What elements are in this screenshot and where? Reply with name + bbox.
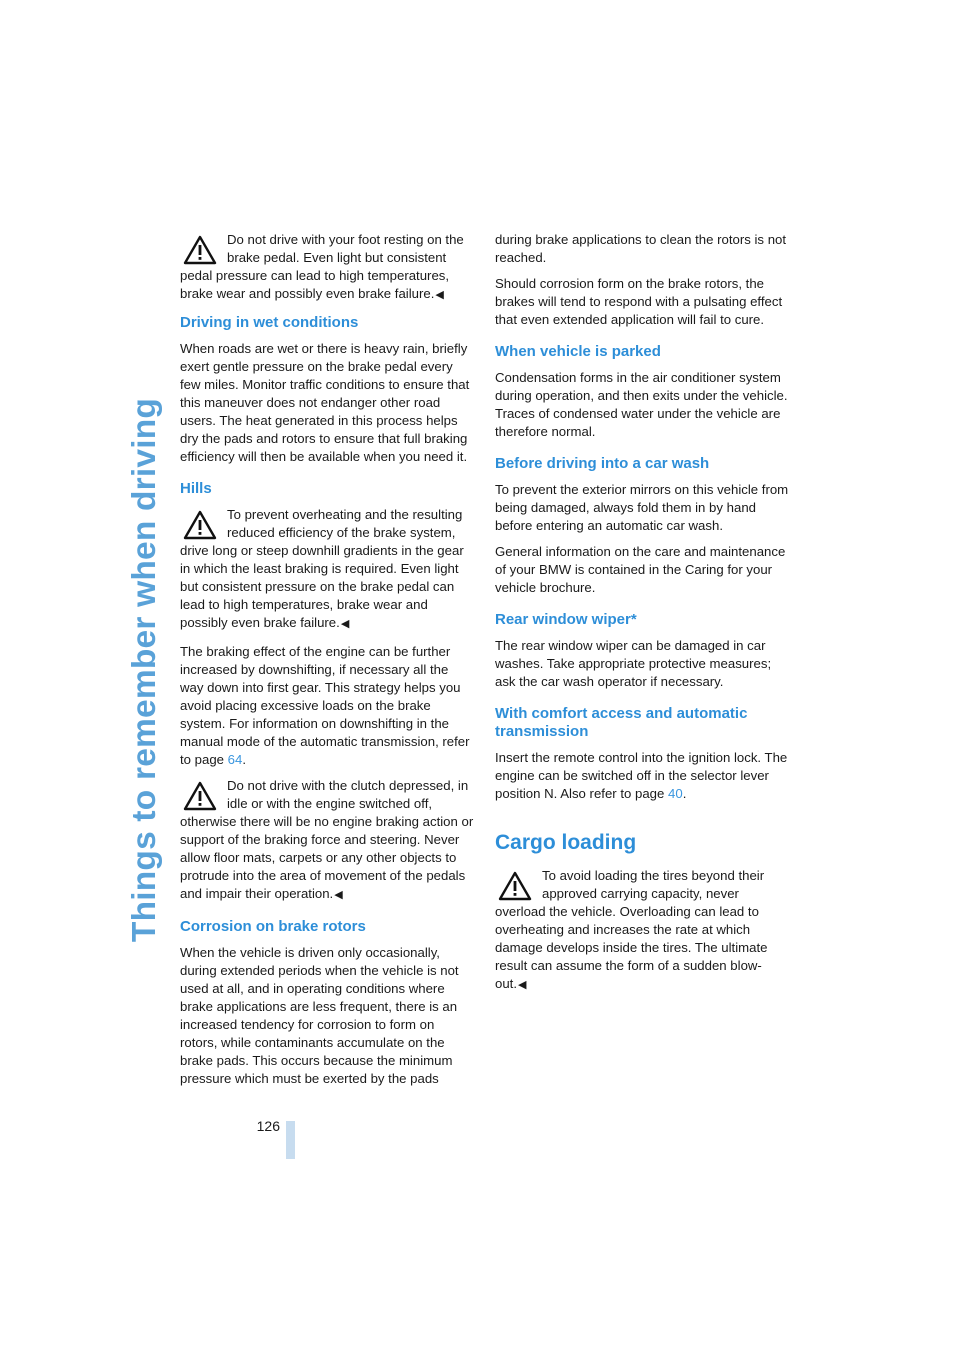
end-mark: ◀: [340, 618, 350, 630]
heading-hills: Hills: [180, 480, 212, 497]
end-mark: ◀: [334, 889, 343, 901]
left-column: [180, 231, 474, 1096]
heading-cargo-loading: Cargo loading: [495, 831, 637, 854]
heading-corrosion: Corrosion on brake rotors: [180, 918, 366, 935]
comfort-access-paragraph: Insert the remote control into the ignition lock. The engine can be switched off in the selector lever position N. Also refer to page 40.: [495, 750, 788, 801]
warning-triangle-icon: [498, 871, 532, 901]
warning-clutch: [180, 777, 474, 904]
warning-triangle-icon: [183, 781, 217, 811]
page-number-bar: [286, 1121, 295, 1159]
side-chapter-title-text: Things to remember when driving: [126, 397, 164, 943]
right-column: [495, 231, 789, 1004]
heading-wet-conditions: Driving in wet conditions: [180, 314, 359, 331]
rear-wiper-text: The rear window wiper can be damaged in car washes. Take appropriate protective measures; ask the car wash operator if necessary.: [495, 638, 772, 689]
heading-vehicle-parked: When vehicle is parked: [495, 343, 661, 360]
warning-triangle-icon: [183, 510, 217, 540]
car-wash-care-text: General information on the care and maintenance of your BMW is contained in the Caring for your vehicle brochure.: [495, 544, 786, 595]
heading-car-wash: Before driving into a car wash: [495, 455, 710, 472]
wet-conditions-text: When roads are wet or there is heavy rain, briefly exert gentle pressure on the brake pedal every few miles. Monitor traffic conditions to ensure that this maneuver does not endanger other road users. The heat generated in this process helps dry the pads and rotors to ensure that full braking efficiency will then be available when you need it.: [180, 341, 470, 464]
corrosion-pulsating-text: Should corrosion form on the brake rotors, the brakes will tend to respond with a pulsating effect that even extended application will fail to cure.: [495, 276, 783, 327]
warning-triangle-icon: [183, 235, 217, 265]
warning-clutch-text: Do not drive with the clutch depressed, in idle or with the engine switched off, otherwise there will be no engine braking action or support of the braking force and steering. Never allow floor mats, carpets or any other objects to protrude into the area of movement of the pedals and impair their operation.: [180, 778, 474, 901]
comfort-access-text: Insert the remote control into the ignition lock. The engine can be switched off in the selector lever position N. Also refer to page: [495, 750, 788, 801]
end-mark: ◀: [518, 979, 527, 991]
warning-cargo: [495, 867, 789, 994]
vehicle-parked-text: Condensation forms in the air conditioner system during operation, and then exits under the vehicle. Traces of condensed water under the vehicle are therefore normal.: [495, 370, 788, 439]
page-link-64[interactable]: 64: [227, 752, 243, 767]
end-mark: ◀: [435, 289, 444, 301]
car-wash-text: To prevent the exterior mirrors on this vehicle from being damaged, always fold them in by hand before entering an automatic car wash.: [495, 482, 789, 533]
page-number: 126: [256, 1118, 280, 1134]
warning-cargo-text: To avoid loading the tires beyond their approved carrying capacity, never overload the vehicle. Overloading can lead to overheating and increases the rate at which damage develops inside the tires. The ultimate result can assume the form of a sudden blow-out.: [495, 868, 768, 991]
heading-comfort-access: With comfort access and automatic transmission: [495, 705, 748, 740]
corrosion-text: When the vehicle is driven only occasionally, during extended periods when the vehicle is not used at all, and in operating conditions where brake applications are less frequent, there is an increased tendency for corrosion to form on rotors, while contaminants accumulate on the brake pads. This occurs because the minimum pressure which must be exerted by the pads: [180, 945, 459, 1086]
engine-braking-text: The braking effect of the engine can be further increased by downshifting, if necessary all the way down into first gear. This strategy helps you avoid placing excessive loads on the brake system. For information on downshifting in the manual mode of the automatic transmission, refer to page: [180, 644, 470, 767]
heading-rear-wiper: Rear window wiper*: [495, 611, 637, 628]
page-link-40[interactable]: 40: [668, 786, 683, 801]
warning-foot-on-brake: [180, 231, 474, 304]
warning-foot-on-brake-text: Do not drive with your foot resting on the brake pedal. Even light but consistent pedal pressure can lead to high temperatures, brake wear and possibly even brake failure.: [180, 232, 464, 301]
corrosion-continued-text: during brake applications to clean the rotors is not reached.: [495, 232, 787, 265]
side-chapter-title: [117, 230, 173, 1110]
warning-hills: [180, 506, 474, 633]
warning-hills-text: To prevent overheating and the resulting reduced efficiency of the brake system, drive long or steep downhill gradients in the gear in which the least braking is required. Even light but consistent pressure on the brake pedal can lead to high temperatures, brake wear and possibly even brake failure.: [180, 507, 464, 630]
engine-braking-paragraph: The braking effect of the engine can be further increased by downshifting, if necessary all the way down into first gear. This strategy helps you avoid placing excessive loads on the brake system. For information on downshifting in the manual mode of the automatic transmission, refer to page 64.: [180, 644, 470, 767]
